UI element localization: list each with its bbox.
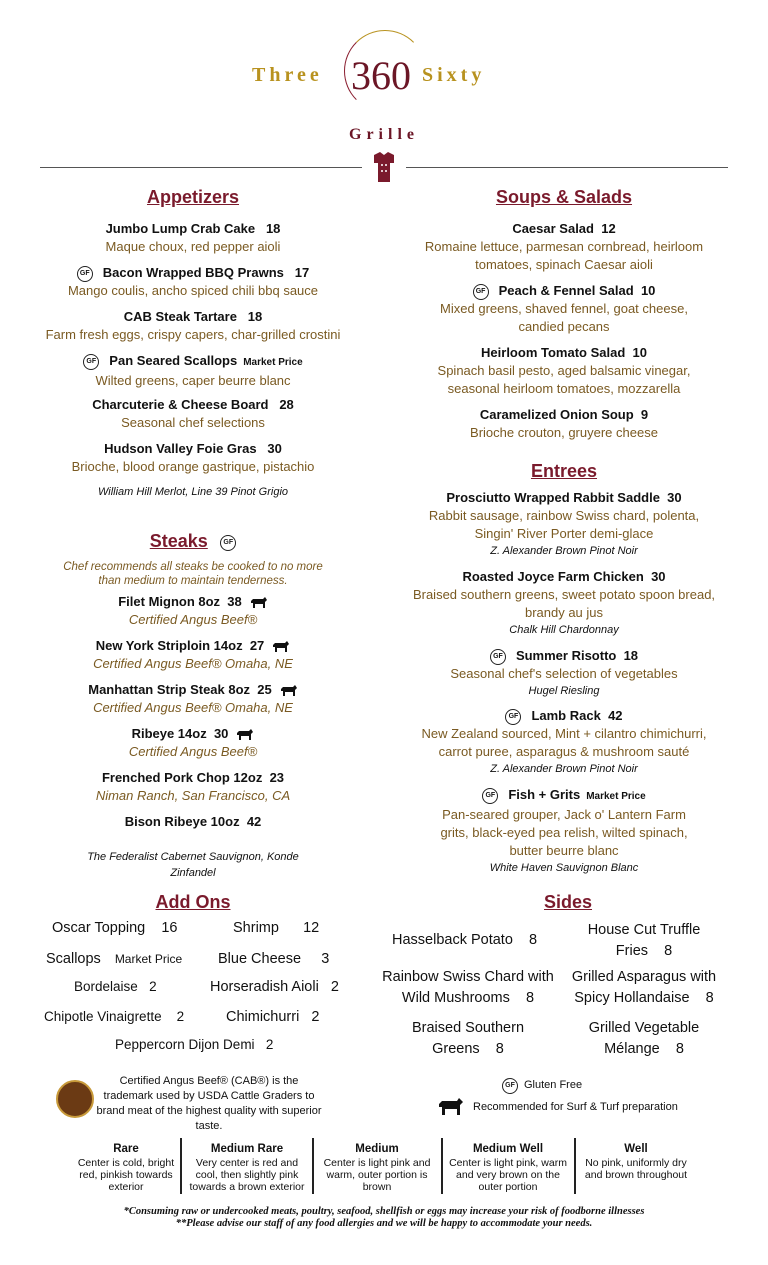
item-name: Blue Cheese bbox=[218, 951, 302, 967]
list-item bbox=[399, 568, 729, 647]
soups-title: Soups & Salads bbox=[495, 187, 633, 207]
temp-desc: Center is light pink, warm and very brown on the outer portion bbox=[449, 1157, 567, 1193]
item-name: Pan Seared Scallops bbox=[109, 353, 238, 368]
gluten-free-icon: GF bbox=[473, 284, 489, 300]
item-name: Oscar Topping bbox=[52, 920, 146, 936]
item-name: Jumbo Lump Crab Cake bbox=[105, 221, 256, 236]
item-price: 2 bbox=[265, 1037, 274, 1052]
item-price: 8 bbox=[495, 1041, 504, 1057]
item-name: CAB Steak Tartare bbox=[123, 309, 237, 324]
wine-pairing: White Haven Sauvignon Blanc bbox=[489, 862, 639, 874]
item-name: Shrimp bbox=[233, 920, 279, 936]
item-desc: Certified Angus Beef® bbox=[128, 744, 258, 759]
steaks-header bbox=[93, 531, 293, 552]
temp-medium-rare bbox=[184, 1143, 310, 1193]
addon-item bbox=[218, 951, 329, 967]
item-price: 2 bbox=[176, 1009, 185, 1024]
soups-list bbox=[404, 220, 724, 450]
wine-pairing: Chalk Hill Chardonnay bbox=[509, 624, 619, 636]
item-price: 2 bbox=[330, 979, 339, 995]
surf-turf-icon bbox=[280, 685, 298, 697]
item-name: Scallops bbox=[46, 951, 101, 967]
divider bbox=[441, 1138, 443, 1194]
chef-jacket-icon bbox=[372, 151, 396, 183]
legend-surf-turf: Recommended for Surf & Turf preparation bbox=[473, 1101, 678, 1113]
gluten-free-icon: GF bbox=[220, 535, 236, 551]
logo-number: 360 bbox=[351, 53, 411, 98]
item-price: 25 bbox=[257, 682, 272, 697]
side-item bbox=[586, 920, 702, 962]
wine-pairing: Z. Alexander Brown Pinot Noir bbox=[490, 545, 638, 557]
item-name: Fish + Grits bbox=[508, 787, 581, 802]
item-name: Grilled Vegetable Mélange bbox=[588, 1020, 700, 1057]
list-item bbox=[23, 308, 363, 352]
addon-item bbox=[46, 951, 182, 967]
temp-desc: No pink, uniformly dry and brown throughout bbox=[584, 1157, 688, 1181]
list-item bbox=[23, 440, 363, 484]
item-name: Bacon Wrapped BBQ Prawns bbox=[102, 265, 284, 280]
item-name: Hasselback Potato bbox=[392, 932, 513, 948]
item-price: 42 bbox=[608, 708, 623, 723]
list-item bbox=[23, 637, 363, 681]
item-name: Peach & Fennel Salad bbox=[498, 283, 634, 298]
item-price: 38 bbox=[227, 594, 242, 609]
item-price: 27 bbox=[249, 638, 265, 653]
addon-item bbox=[210, 979, 339, 995]
gluten-free-icon: GF bbox=[505, 709, 521, 725]
item-desc: Wilted greens, caper beurre blanc bbox=[95, 373, 291, 388]
surf-turf-icon bbox=[236, 729, 254, 741]
list-item bbox=[23, 264, 363, 308]
side-item bbox=[398, 1018, 538, 1060]
list-item bbox=[23, 725, 363, 769]
item-desc: Niman Ranch, San Francisco, CA bbox=[95, 788, 291, 803]
item-desc: Seasonal chef selections bbox=[121, 415, 265, 430]
temp-name: Rare bbox=[113, 1143, 139, 1155]
surf-turf-icon bbox=[438, 1098, 464, 1116]
wine-pairing: Hugel Riesling bbox=[528, 685, 600, 697]
side-item bbox=[566, 967, 722, 1009]
steaks-list bbox=[23, 593, 363, 881]
list-item bbox=[399, 786, 729, 876]
item-price: 9 bbox=[640, 407, 649, 422]
item-desc: Mango coulis, ancho spiced chili bbq sauce bbox=[67, 283, 319, 298]
item-price: 2 bbox=[149, 979, 157, 994]
surf-turf-icon bbox=[272, 641, 290, 653]
wine-pairing: The Federalist Cabernet Sauvignon, Konde Zinfandel bbox=[87, 851, 299, 879]
item-name: Frenched Pork Chop 12oz bbox=[101, 770, 263, 785]
footer-allergy-note: **Please advise our staff of any food allergies and we will be happy to accommodate your needs. bbox=[175, 1218, 593, 1229]
divider bbox=[574, 1138, 576, 1194]
list-item bbox=[404, 220, 724, 282]
item-desc: Spinach basil pesto, aged balsamic vinegar, seasonal heirloom tomatoes, mozzarella bbox=[437, 363, 691, 396]
temp-name: Well bbox=[624, 1143, 648, 1155]
item-name: Caramelized Onion Soup bbox=[479, 407, 634, 422]
item-name: Manhattan Strip Steak 8oz bbox=[88, 682, 251, 697]
item-price: Market Price bbox=[243, 357, 303, 368]
footer-consumption-warning: *Consuming raw or undercooked meats, poultry, seafood, shellfish or eggs may increase your risk of foodborne illnesses bbox=[123, 1206, 645, 1217]
list-item bbox=[404, 406, 724, 450]
addon-item bbox=[115, 1037, 273, 1052]
list-item bbox=[23, 220, 363, 264]
item-price: 8 bbox=[526, 990, 535, 1006]
addons-title: Add Ons bbox=[155, 892, 231, 912]
item-desc: Rabbit sausage, rainbow Swiss chard, polenta, Singin' River Porter demi-glace bbox=[428, 508, 700, 541]
list-item bbox=[23, 352, 363, 396]
item-name: Bison Ribeye 10oz bbox=[124, 814, 240, 829]
list-item bbox=[399, 647, 729, 707]
item-name: Bordelaise bbox=[74, 979, 138, 994]
list-item bbox=[23, 813, 363, 849]
item-name: Braised Southern Greens bbox=[411, 1020, 525, 1057]
item-desc: Braised southern greens, sweet potato spoon bread, brandy au jus bbox=[412, 587, 716, 620]
item-price: 10 bbox=[640, 283, 656, 298]
temp-name: Medium Rare bbox=[210, 1143, 284, 1155]
list-item bbox=[23, 396, 363, 440]
steaks-note: Chef recommends all steaks be cooked to no more than medium to maintain tenderness. bbox=[63, 561, 323, 587]
list-item bbox=[404, 344, 724, 406]
item-price: 8 bbox=[705, 990, 714, 1006]
divider bbox=[312, 1138, 314, 1194]
item-price: 18 bbox=[247, 309, 263, 324]
item-desc: Mixed greens, shaved fennel, goat cheese, candied pecans bbox=[440, 301, 688, 334]
item-price: 30 bbox=[667, 490, 682, 505]
wine-pairing: Z. Alexander Brown Pinot Noir bbox=[490, 763, 638, 775]
gluten-free-icon: GF bbox=[83, 354, 99, 370]
gluten-free-icon: GF bbox=[482, 788, 498, 804]
item-price: 12 bbox=[601, 221, 616, 236]
item-name: Charcuterie & Cheese Board bbox=[92, 397, 269, 412]
item-name: Chipotle Vinaigrette bbox=[44, 1009, 162, 1024]
temp-desc: Center is cold, bright red, pinkish towards exterior bbox=[77, 1157, 175, 1193]
item-name: Lamb Rack bbox=[531, 708, 601, 723]
temp-desc: Center is light pink and warm, outer portion is brown bbox=[323, 1157, 431, 1193]
item-name: Horseradish Aioli bbox=[210, 979, 319, 995]
item-price: 30 bbox=[267, 441, 282, 456]
list-item bbox=[23, 769, 363, 813]
item-desc: Seasonal chef's selection of vegetables bbox=[450, 666, 678, 681]
item-price: 18 bbox=[265, 221, 281, 236]
item-price: 30 bbox=[213, 726, 229, 741]
item-name: Summer Risotto bbox=[515, 648, 617, 663]
logo-word-right: Sixty bbox=[422, 64, 486, 86]
item-price: 8 bbox=[529, 932, 538, 948]
item-desc: New Zealand sourced, Mint + cilantro chimichurri, carrot puree, asparagus & mushroom sauté bbox=[421, 726, 707, 759]
list-item bbox=[23, 593, 363, 637]
item-price: 8 bbox=[675, 1041, 684, 1057]
item-name: Caesar Salad bbox=[512, 221, 594, 236]
item-desc: Romaine lettuce, parmesan cornbread, heirloom tomatoes, spinach Caesar aioli bbox=[424, 239, 704, 272]
gluten-free-icon: GF bbox=[502, 1078, 518, 1094]
addon-item bbox=[233, 920, 319, 936]
temp-name: Medium Well bbox=[472, 1143, 544, 1155]
item-name: New York Striploin 14oz bbox=[95, 638, 243, 653]
item-price: 18 bbox=[623, 648, 639, 663]
item-price: 16 bbox=[161, 920, 178, 936]
list-item bbox=[399, 707, 729, 786]
gluten-free-icon: GF bbox=[490, 649, 506, 665]
temp-medium bbox=[316, 1143, 438, 1193]
item-name: Filet Mignon 8oz bbox=[118, 594, 221, 609]
addon-item bbox=[44, 1009, 184, 1024]
item-price: 2 bbox=[311, 1009, 320, 1025]
item-desc: Brioche, blood orange gastrique, pistachio bbox=[71, 459, 315, 474]
item-price: Market Price bbox=[586, 791, 646, 802]
list-item bbox=[399, 489, 729, 568]
addon-item bbox=[226, 1009, 320, 1025]
item-name: Rainbow Swiss Chard with Wild Mushrooms bbox=[382, 969, 554, 1006]
logo-word-left: Three bbox=[252, 64, 323, 86]
temp-name: Medium bbox=[355, 1143, 399, 1155]
cab-disclaimer: Certified Angus Beef® (CAB®) is the trademark used by USDA Cattle Graders to brand meat of the highest quality with superior taste. bbox=[96, 1075, 322, 1132]
item-price: 10 bbox=[632, 345, 647, 360]
addon-item bbox=[74, 979, 157, 994]
item-desc: Certified Angus Beef® bbox=[128, 612, 258, 627]
certified-angus-beef-logo bbox=[56, 1080, 94, 1118]
item-name: Peppercorn Dijon Demi bbox=[115, 1037, 255, 1052]
entrees-list bbox=[399, 489, 729, 876]
item-price: 30 bbox=[651, 569, 666, 584]
item-name: Roasted Joyce Farm Chicken bbox=[462, 569, 644, 584]
item-desc: Certified Angus Beef® Omaha, NE bbox=[93, 656, 293, 671]
item-desc: Pan-seared grouper, Jack o' Lantern Farm grits, black-eyed pea relish, wilted spinach, butter beurre blanc bbox=[440, 807, 688, 858]
temp-rare bbox=[70, 1143, 182, 1193]
item-desc: Brioche crouton, gruyere cheese bbox=[470, 425, 658, 440]
item-price: 8 bbox=[664, 943, 673, 959]
surf-turf-icon bbox=[250, 597, 268, 609]
item-name: Grilled Asparagus with Spicy Hollandaise bbox=[571, 969, 717, 1006]
item-name: Hudson Valley Foie Gras bbox=[104, 441, 257, 456]
item-price: 23 bbox=[269, 770, 285, 785]
item-desc: Maque choux, red pepper aioli bbox=[105, 239, 281, 254]
header-rule-left bbox=[40, 167, 362, 168]
appetizers-list bbox=[23, 220, 363, 500]
item-name: Prosciutto Wrapped Rabbit Saddle bbox=[446, 490, 660, 505]
item-price: 42 bbox=[246, 814, 262, 829]
side-item bbox=[582, 1018, 706, 1060]
list-item bbox=[404, 282, 724, 344]
item-price: 17 bbox=[294, 265, 310, 280]
item-price: 3 bbox=[321, 951, 330, 967]
entrees-title: Entrees bbox=[530, 461, 598, 481]
side-item bbox=[392, 932, 537, 948]
gluten-free-icon: GF bbox=[77, 266, 93, 282]
sides-title: Sides bbox=[543, 892, 593, 912]
item-price: 28 bbox=[279, 397, 294, 412]
item-price: Market Price bbox=[114, 952, 183, 966]
divider bbox=[180, 1138, 182, 1194]
legend-gluten-free: Gluten Free bbox=[524, 1079, 583, 1091]
item-name: Heirloom Tomato Salad bbox=[481, 345, 626, 360]
wine-pairing: William Hill Merlot, Line 39 Pinot Grigio bbox=[97, 486, 289, 498]
item-price: 12 bbox=[303, 920, 320, 936]
header-rule-right bbox=[406, 167, 728, 168]
temp-desc: Very center is red and cool, then slightly pink towards a brown exterior bbox=[189, 1157, 305, 1193]
item-name: Chimichurri bbox=[226, 1009, 300, 1025]
list-item bbox=[23, 681, 363, 725]
temp-medium-well bbox=[444, 1143, 572, 1193]
temp-well bbox=[577, 1143, 695, 1181]
logo-subtitle: Grille bbox=[349, 126, 419, 143]
item-desc: Farm fresh eggs, crispy capers, char-grilled crostini bbox=[45, 327, 341, 342]
addon-item bbox=[52, 920, 178, 936]
item-name: Ribeye 14oz bbox=[131, 726, 207, 741]
appetizers-title: Appetizers bbox=[146, 187, 240, 207]
item-name: House Cut Truffle Fries bbox=[587, 922, 701, 959]
steaks-title: Steaks bbox=[149, 531, 208, 551]
item-desc: Certified Angus Beef® Omaha, NE bbox=[93, 700, 293, 715]
side-item bbox=[380, 967, 556, 1009]
